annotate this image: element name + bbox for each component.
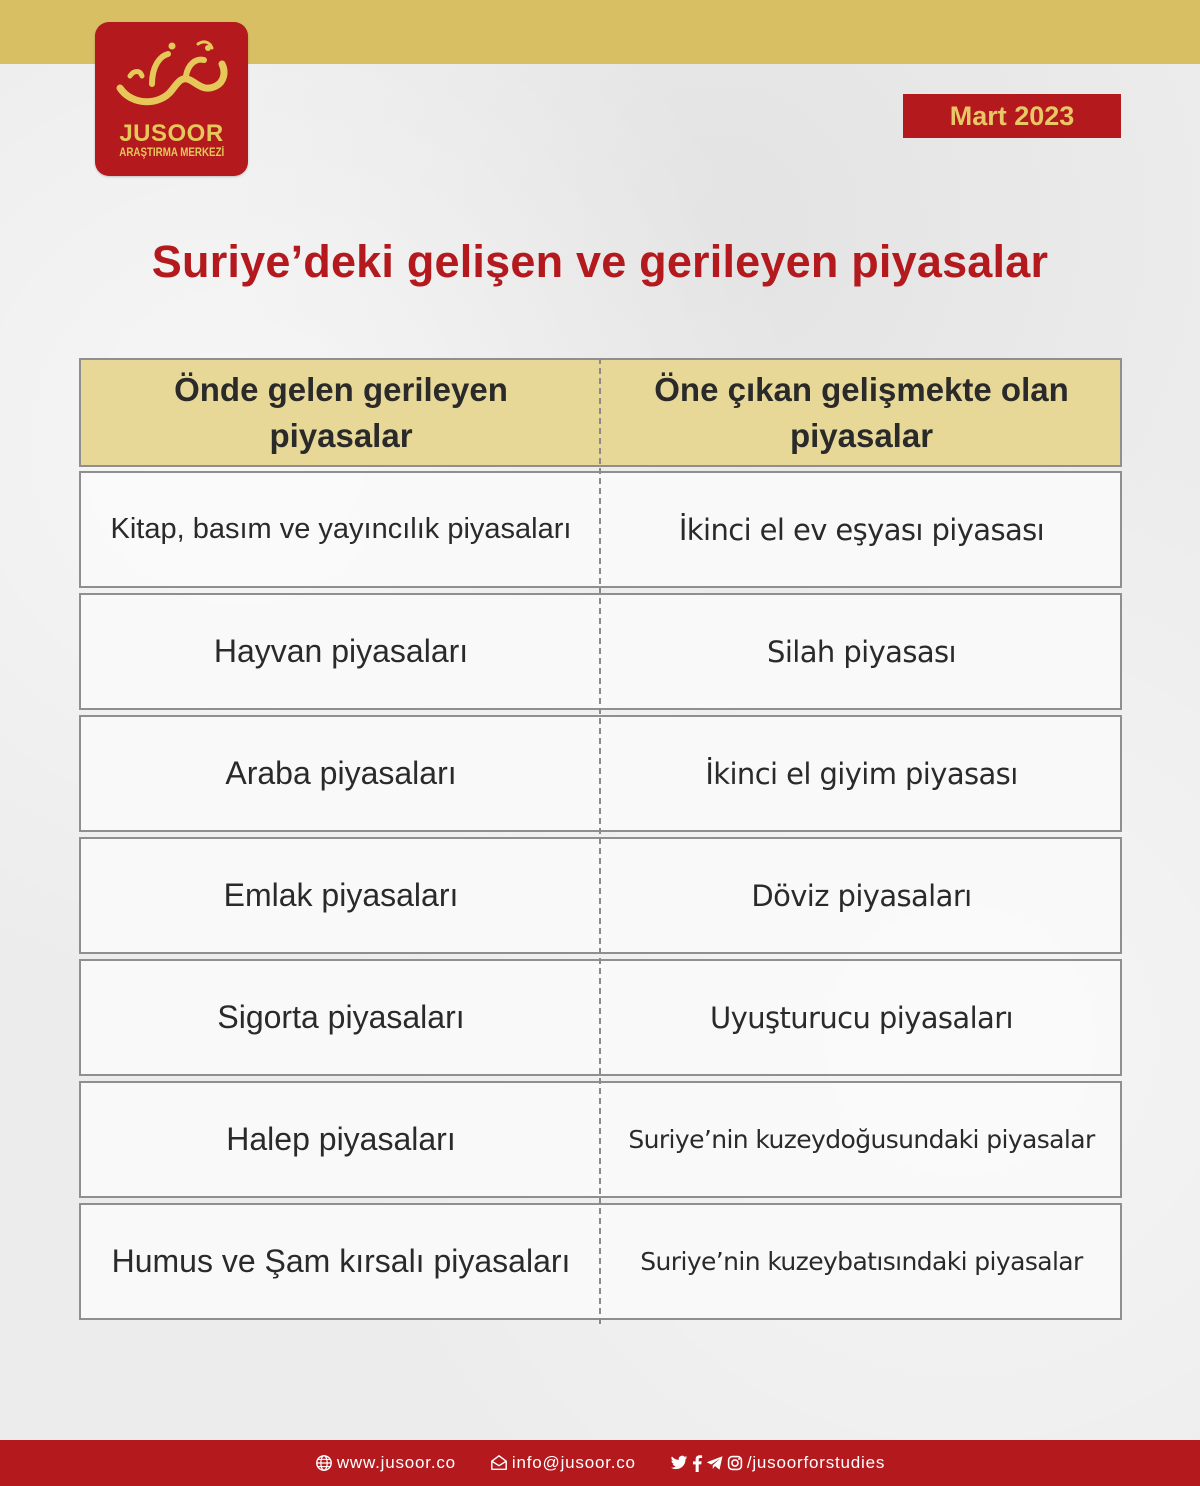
brand-logo [95,22,248,176]
declining-market-cell: Hayvan piyasaları [213,633,469,669]
emerging-market-cell: Silah piyasası [767,634,956,669]
emerging-market-cell: Suriye’nin kuzeydoğusundaki piyasalar [628,1125,1095,1154]
emerging-market-cell: İkinci el ev eşyası piyasası [678,512,1045,547]
twitter-icon[interactable] [670,1455,688,1471]
emerging-market-cell: Döviz piyasaları [751,878,972,913]
arabic-calligraphy-logo [112,36,232,116]
footer-bar [0,1440,1200,1486]
telegram-icon[interactable] [706,1455,724,1471]
footer-social[interactable] [670,1453,885,1473]
emerging-market-cell: Suriye’nin kuzeybatısındaki piyasalar [640,1247,1083,1276]
emerging-market-cell: İkinci el giyim piyasası [705,756,1018,791]
website-link[interactable]: www.jusoor.co [336,1453,456,1472]
declining-market-cell: Emlak piyasaları [223,877,459,913]
emerging-market-cell: Uyuşturucu piyasaları [710,1000,1013,1035]
email-link[interactable]: info@jusoor.co [511,1453,636,1472]
header-emerging-markets: Öne çıkan gelişmekte olan piyasalar [654,370,1069,454]
brand-name: JUSOOR [119,120,224,147]
markets-table [79,358,1122,1324]
date-badge: Mart 2023 [903,94,1121,138]
header-declining-markets: Önde gelen gerileyen piyasalar [174,370,508,454]
footer-website[interactable] [315,1453,456,1473]
column-divider [599,358,601,1324]
instagram-icon[interactable] [727,1455,743,1471]
mail-icon [490,1454,508,1472]
social-handle[interactable]: /jusoorforstudies [746,1453,886,1472]
declining-market-cell: Kitap, basım ve yayıncılık piyasaları [110,513,572,545]
declining-market-cell: Halep piyasaları [226,1121,456,1157]
declining-market-cell: Sigorta piyasaları [217,999,465,1035]
declining-market-cell: Humus ve Şam kırsalı piyasaları [111,1243,571,1279]
facebook-icon[interactable] [691,1455,703,1472]
footer-email[interactable] [490,1453,636,1473]
declining-market-cell: Araba piyasaları [225,755,457,791]
page-title: Suriye’deki gelişen ve gerileyen piyasalar [151,236,1049,287]
brand-subtitle: ARAŞTIRMA MERKEZİ [118,147,224,159]
globe-icon [315,1454,333,1472]
